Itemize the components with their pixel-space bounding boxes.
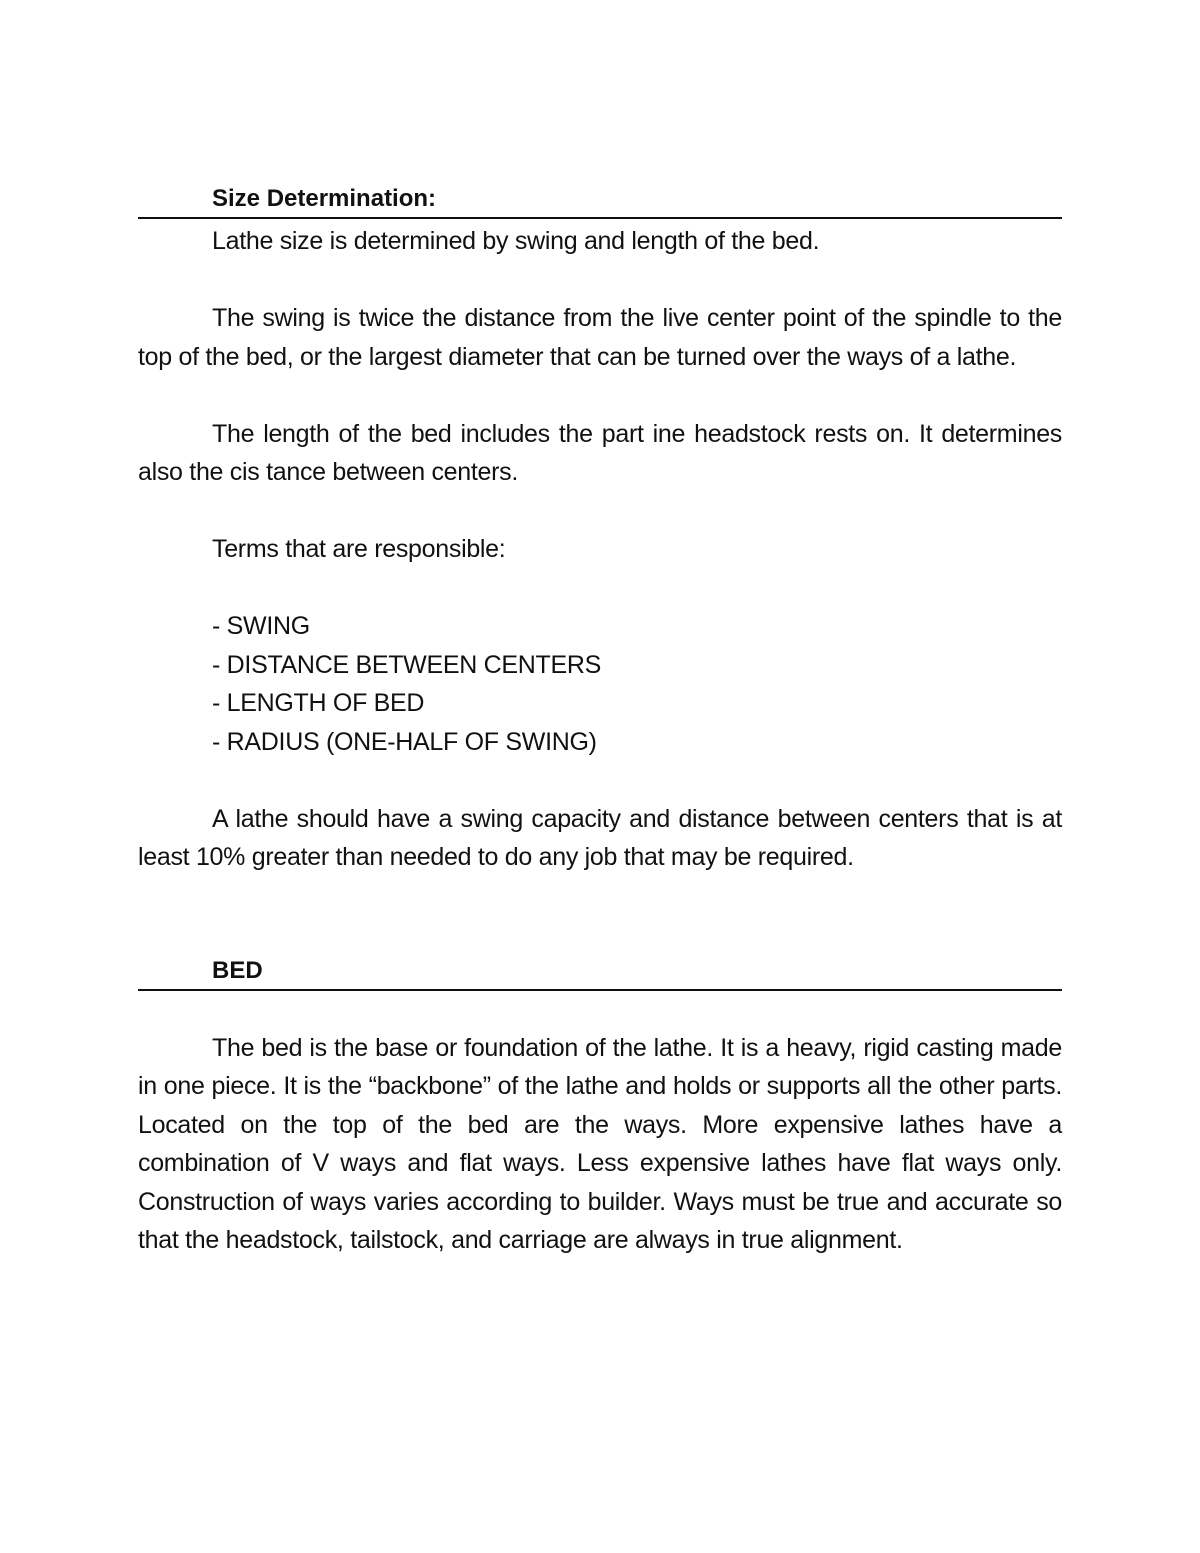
section-heading-size-determination: Size Determination:: [138, 183, 1062, 219]
swing-paragraph: The swing is twice the distance from the live center point of the spindle to the top of the bed, or the largest diameter that can be turned over the ways of a lathe.: [138, 304, 1062, 371]
list-item: - RADIUS (ONE-HALF OF SWING): [212, 723, 1062, 762]
paragraph-gap: [138, 376, 1062, 415]
list-item: - LENGTH OF BED: [212, 684, 1062, 723]
capacity-paragraph: A lathe should have a swing capacity and distance between centers that is at least 10% greater than needed to do any job that may be required.: [138, 804, 1062, 871]
intro-paragraph: Lathe size is determined by swing and length of the bed.: [212, 227, 820, 255]
document-page: [138, 183, 1062, 1260]
section-heading-bed: BED: [138, 955, 1062, 991]
terms-label: Terms that are responsible:: [212, 535, 506, 563]
bed-length-paragraph: The length of the bed includes the part ine headstock rests on. It determines also the cis tance between centers.: [138, 419, 1062, 486]
list-item: - DISTANCE BETWEEN CENTERS: [212, 646, 1062, 685]
paragraph-gap: [138, 492, 1062, 531]
paragraph-gap: [138, 261, 1062, 300]
paragraph-gap: [138, 569, 1062, 608]
section-gap: [138, 877, 1062, 954]
list-item: - SWING: [212, 607, 1062, 646]
paragraph-gap: [138, 761, 1062, 800]
bed-description-paragraph: The bed is the base or foundation of the lathe. It is a heavy, rigid casting made in one piece. It is the “backbone” of the lathe and holds or supports all the other parts. Located on the top of the bed are the ways. More expensive lathes have a combination of V ways and flat ways. Less expensive lathes have flat ways only. Construction of ways varies according to builder. Ways must be true and accurate so that the headstock, tailstock, and carriage are always in true alignment.: [138, 1033, 1062, 1254]
terms-list: [138, 607, 1062, 761]
